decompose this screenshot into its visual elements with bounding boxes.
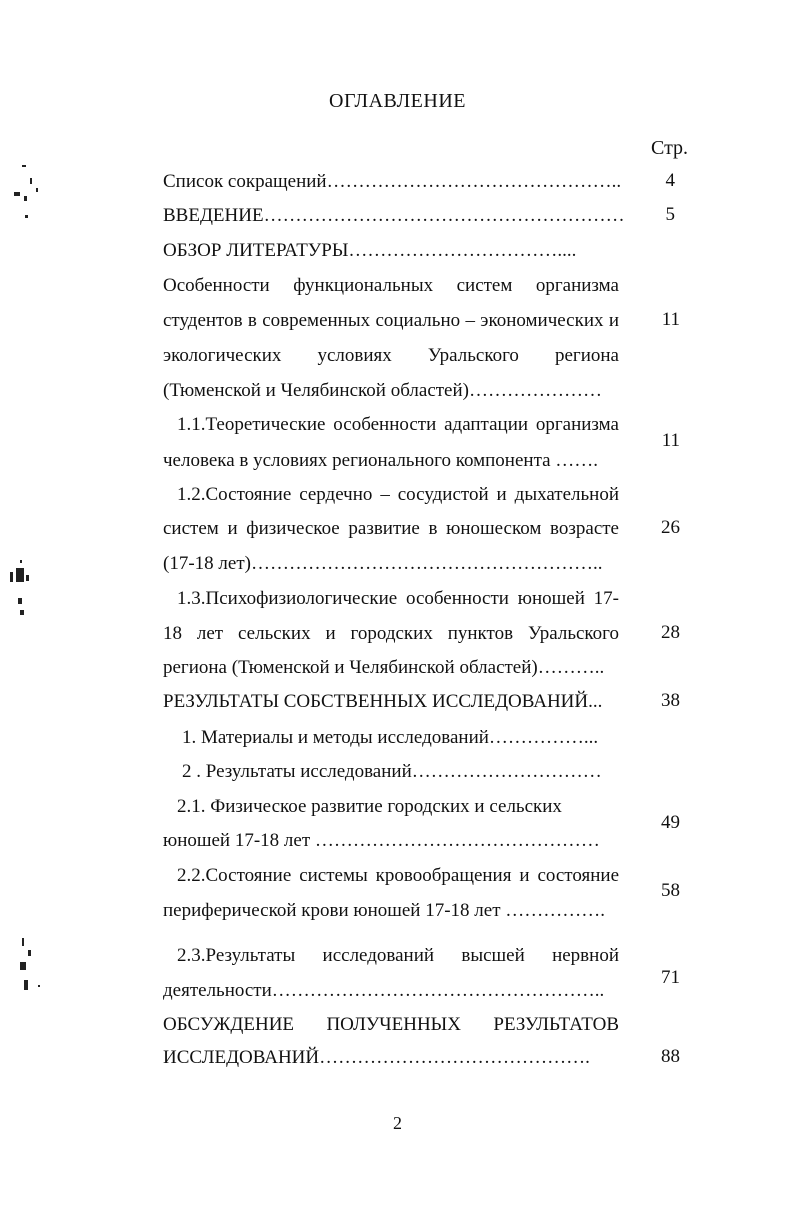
toc-line: 2 . Результаты исследований………………………… — [182, 761, 602, 782]
toc-line: 2.1. Физическое развитие городских и сельских — [177, 796, 562, 817]
toc-line: (Тюменской и Челябинской областей)………………… — [163, 380, 602, 401]
toc-line: ОБЗОР ЛИТЕРАТУРЫ…………………………….... — [163, 240, 577, 261]
toc-line: РЕЗУЛЬТАТЫ СОБСТВЕННЫХ ИССЛЕДОВАНИЙ... — [163, 691, 603, 712]
toc-page-number: 58 — [661, 880, 680, 901]
toc-line: систем и физическое развитие в юношеском возрасте — [163, 518, 619, 539]
toc-line: 18 лет сельских и городских пунктов Уральского — [163, 623, 619, 644]
toc-page-number: 49 — [661, 812, 680, 833]
toc-line: 2.3.Результаты исследований высшей нервной — [177, 945, 619, 966]
toc-page-number: 26 — [661, 517, 680, 538]
toc-line: 2.2.Состояние системы кровообращения и состояние — [177, 865, 619, 886]
page-number: 2 — [393, 1113, 402, 1133]
toc-line: 1.1.Теоретические особенности адаптации организма — [177, 414, 619, 435]
toc-page-number: 5 — [665, 204, 675, 225]
toc-page-number: 11 — [661, 309, 680, 330]
toc-line: ИССЛЕДОВАНИЙ……………………………………. — [163, 1047, 590, 1068]
toc-line: ВВЕДЕНИЕ………………………………………………… — [163, 205, 625, 226]
toc-page-number: 28 — [661, 622, 680, 643]
toc-line: 1.2.Состояние сердечно – сосудистой и дыхательной — [177, 484, 619, 505]
page-column-header: Стр. — [651, 137, 689, 159]
toc-page-number: 71 — [661, 967, 680, 988]
toc-line: студентов в современных социально – экономических и — [163, 310, 619, 331]
toc-line: деятельности…………………………………………….. — [163, 980, 605, 1001]
toc-page-number: 4 — [665, 170, 675, 191]
toc-page-number: 88 — [661, 1046, 680, 1067]
scan-artifacts — [0, 0, 60, 1209]
toc-line: Особенности функциональных систем организма — [163, 275, 619, 296]
toc-line: региона (Тюменской и Челябинской областей)……….. — [163, 657, 605, 678]
toc-page-number: 38 — [661, 690, 680, 711]
toc-line: периферической крови юношей 17-18 лет ……………. — [163, 900, 606, 921]
page-title: ОГЛАВЛЕНИЕ — [329, 90, 466, 112]
toc-line: человека в условиях регионального компонента ……. — [163, 450, 599, 471]
toc-line: Список сокращений……………………………………….. — [163, 171, 622, 192]
toc-line: экологических условиях Уральского региона — [163, 345, 619, 366]
toc-line: (17-18 лет)……………………………………………….. — [163, 553, 603, 574]
toc-line: юношей 17-18 лет ……………………………………… — [163, 830, 600, 851]
toc-line: ОБСУЖДЕНИЕ ПОЛУЧЕННЫХ РЕЗУЛЬТАТОВ — [163, 1014, 619, 1035]
toc-line: 1.3.Психофизиологические особенности юношей 17- — [177, 588, 619, 609]
toc-page-number: 11 — [661, 430, 680, 451]
toc-line: 1. Материалы и методы исследований……………... — [182, 727, 599, 748]
